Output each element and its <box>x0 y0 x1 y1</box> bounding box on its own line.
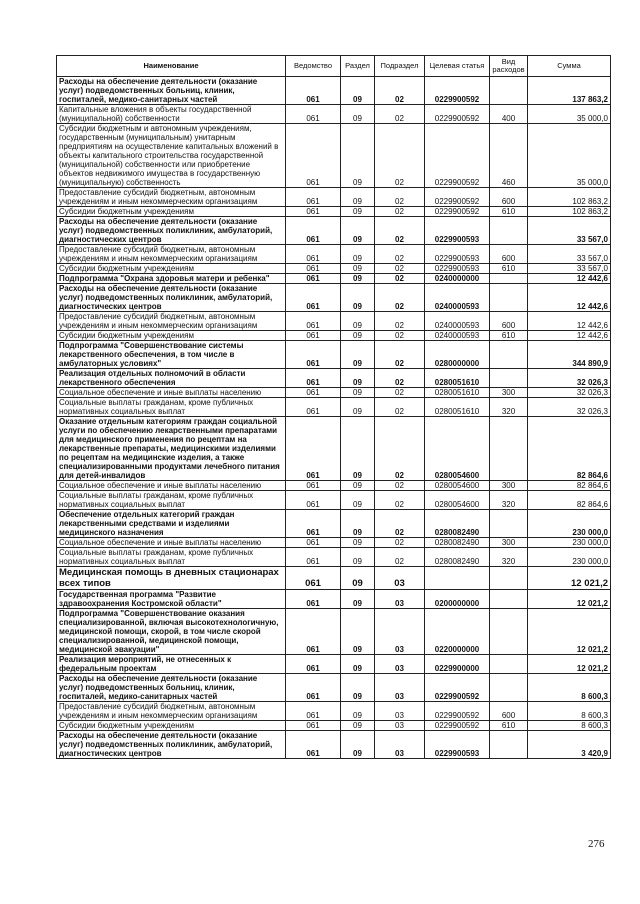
row-sum-cell: 33 567,0 <box>528 245 611 264</box>
row-sum-cell: 230 000,0 <box>528 538 611 548</box>
row-exptype-cell: 460 <box>490 124 528 188</box>
row-article-cell: 0240000593 <box>425 312 490 331</box>
row-dept-cell: 061 <box>286 217 341 245</box>
row-dept-cell: 061 <box>286 207 341 217</box>
row-name-cell: Предоставление субсидий бюджетным, автономным учреждениям и иным некоммерческим организациям <box>57 245 286 264</box>
row-name-cell: Капитальные вложения в объекты государственной (муниципальной) собственности <box>57 105 286 124</box>
row-article-cell: 0229900592 <box>425 77 490 105</box>
row-article-cell: 0229900593 <box>425 731 490 759</box>
row-name-cell: Предоставление субсидий бюджетным, автономным учреждениям и иным некоммерческим организациям <box>57 312 286 331</box>
row-section-cell: 09 <box>341 388 375 398</box>
row-dept-cell: 061 <box>286 274 341 284</box>
row-name-cell: Реализация мероприятий, не отнесенных к федеральным проектам <box>57 655 286 674</box>
row-exptype-cell: 600 <box>490 702 528 721</box>
row-subsection-cell: 02 <box>375 312 425 331</box>
row-subsection-cell: 02 <box>375 331 425 341</box>
row-section-cell: 09 <box>341 655 375 674</box>
row-name-cell: Субсидии бюджетным и автономным учреждениям, государственным (муниципальным) унитарным предприятиям на осуществление капитальных вложений в объекты капитального строительства государственной (муниципальной) собственности или приобретение объектов недвижимого имущества в государственную (муниципальную) собственность <box>57 124 286 188</box>
row-exptype-cell: 600 <box>490 312 528 331</box>
row-sum-cell: 12 442,6 <box>528 274 611 284</box>
row-dept-cell: 061 <box>286 510 341 538</box>
row-sum-cell: 35 000,0 <box>528 124 611 188</box>
table-row <box>57 548 611 567</box>
table-row <box>57 105 611 124</box>
row-dept-cell: 061 <box>286 245 341 264</box>
row-article-cell: 0229900592 <box>425 188 490 207</box>
row-name-cell: Социальное обеспечение и иные выплаты населению <box>57 388 286 398</box>
row-exptype-cell <box>490 567 528 590</box>
table-header <box>57 56 611 77</box>
row-exptype-cell <box>490 609 528 655</box>
row-dept-cell: 061 <box>286 609 341 655</box>
row-section-cell: 09 <box>341 609 375 655</box>
row-dept-cell: 061 <box>286 105 341 124</box>
row-sum-cell: 33 567,0 <box>528 217 611 245</box>
table-row <box>57 217 611 245</box>
row-section-cell: 09 <box>341 217 375 245</box>
row-section-cell: 09 <box>341 312 375 331</box>
row-name-cell: Государственная программа "Развитие здравоохранения Костромской области" <box>57 590 286 609</box>
row-subsection-cell: 02 <box>375 274 425 284</box>
table-body <box>57 77 611 759</box>
row-exptype-cell <box>490 284 528 312</box>
row-name-cell: Подпрограмма "Совершенствование оказания специализированной, включая высокотехнологичную, медицинской помощи, скорой, в том числе скорой специализированной, медицинской помощи, медицинской эвакуации" <box>57 609 286 655</box>
row-subsection-cell: 03 <box>375 609 425 655</box>
row-sum-cell: 12 021,2 <box>528 609 611 655</box>
row-name-cell: Социальные выплаты гражданам, кроме публичных нормативных социальных выплат <box>57 398 286 417</box>
row-dept-cell: 061 <box>286 388 341 398</box>
row-exptype-cell <box>490 731 528 759</box>
row-article-cell: 0280054600 <box>425 481 490 491</box>
row-name-cell: Социальное обеспечение и иные выплаты населению <box>57 481 286 491</box>
row-dept-cell: 061 <box>286 655 341 674</box>
row-sum-cell: 32 026,3 <box>528 369 611 388</box>
table-row <box>57 341 611 369</box>
row-subsection-cell: 02 <box>375 481 425 491</box>
row-subsection-cell: 02 <box>375 77 425 105</box>
header-article: Целевая статья <box>425 56 490 77</box>
budget-table <box>56 55 611 759</box>
row-name-cell: Субсидии бюджетным учреждениям <box>57 721 286 731</box>
row-section-cell: 09 <box>341 721 375 731</box>
row-section-cell: 09 <box>341 674 375 702</box>
row-sum-cell: 35 000,0 <box>528 105 611 124</box>
row-exptype-cell: 300 <box>490 538 528 548</box>
row-sum-cell: 33 567,0 <box>528 264 611 274</box>
row-name-cell: Социальное обеспечение и иные выплаты населению <box>57 538 286 548</box>
row-subsection-cell: 02 <box>375 207 425 217</box>
table-row <box>57 388 611 398</box>
table-row <box>57 369 611 388</box>
table-row <box>57 674 611 702</box>
row-sum-cell: 12 442,6 <box>528 284 611 312</box>
table-row <box>57 721 611 731</box>
row-subsection-cell: 03 <box>375 731 425 759</box>
row-section-cell: 09 <box>341 207 375 217</box>
row-subsection-cell: 03 <box>375 674 425 702</box>
row-article-cell: 0240000593 <box>425 284 490 312</box>
row-article-cell <box>425 567 490 590</box>
table-row <box>57 207 611 217</box>
row-dept-cell: 061 <box>286 331 341 341</box>
row-dept-cell: 061 <box>286 341 341 369</box>
table-row <box>57 284 611 312</box>
row-sum-cell: 102 863,2 <box>528 188 611 207</box>
row-name-cell: Расходы на обеспечение деятельности (оказание услуг) подведомственных поликлиник, амбулаторий, диагностических центров <box>57 217 286 245</box>
row-sum-cell: 82 864,6 <box>528 481 611 491</box>
row-dept-cell: 061 <box>286 491 341 510</box>
row-name-cell: Обеспечение отдельных категорий граждан лекарственными средствами и изделиями медицинского назначения <box>57 510 286 538</box>
row-subsection-cell: 02 <box>375 264 425 274</box>
table-row <box>57 188 611 207</box>
row-section-cell: 09 <box>341 398 375 417</box>
row-article-cell: 0220000000 <box>425 609 490 655</box>
row-exptype-cell: 610 <box>490 264 528 274</box>
table-row <box>57 510 611 538</box>
row-section-cell: 09 <box>341 548 375 567</box>
row-article-cell: 0280054600 <box>425 491 490 510</box>
table-row <box>57 481 611 491</box>
row-dept-cell: 061 <box>286 567 341 590</box>
header-section: Раздел <box>341 56 375 77</box>
row-section-cell: 09 <box>341 105 375 124</box>
row-section-cell: 09 <box>341 702 375 721</box>
row-article-cell: 0200000000 <box>425 590 490 609</box>
row-subsection-cell: 03 <box>375 567 425 590</box>
row-section-cell: 09 <box>341 264 375 274</box>
table-row <box>57 655 611 674</box>
row-article-cell: 0240000593 <box>425 331 490 341</box>
row-exptype-cell: 300 <box>490 481 528 491</box>
row-exptype-cell: 600 <box>490 245 528 264</box>
table-row <box>57 312 611 331</box>
row-subsection-cell: 02 <box>375 548 425 567</box>
row-subsection-cell: 02 <box>375 217 425 245</box>
row-section-cell: 09 <box>341 731 375 759</box>
row-exptype-cell: 320 <box>490 398 528 417</box>
page-number: 276 <box>588 838 605 850</box>
row-name-cell: Субсидии бюджетным учреждениям <box>57 207 286 217</box>
row-name-cell: Предоставление субсидий бюджетным, автономным учреждениям и иным некоммерческим организациям <box>57 702 286 721</box>
row-subsection-cell: 02 <box>375 491 425 510</box>
row-dept-cell: 061 <box>286 674 341 702</box>
row-article-cell: 0229900593 <box>425 245 490 264</box>
row-article-cell: 0280082490 <box>425 538 490 548</box>
table-row <box>57 264 611 274</box>
row-subsection-cell: 02 <box>375 284 425 312</box>
header-sum: Сумма <box>528 56 611 77</box>
row-article-cell: 0229900592 <box>425 674 490 702</box>
row-article-cell: 0280054600 <box>425 417 490 481</box>
row-dept-cell: 061 <box>286 369 341 388</box>
row-name-cell: Предоставление субсидий бюджетным, автономным учреждениям и иным некоммерческим организациям <box>57 188 286 207</box>
table-row <box>57 567 611 590</box>
row-article-cell: 0229900592 <box>425 702 490 721</box>
row-exptype-cell: 610 <box>490 721 528 731</box>
row-dept-cell: 061 <box>286 264 341 274</box>
row-article-cell: 0229900592 <box>425 105 490 124</box>
row-article-cell: 0280000000 <box>425 341 490 369</box>
row-sum-cell: 12 442,6 <box>528 312 611 331</box>
row-section-cell: 09 <box>341 369 375 388</box>
row-sum-cell: 137 863,2 <box>528 77 611 105</box>
row-exptype-cell <box>490 417 528 481</box>
row-section-cell: 09 <box>341 274 375 284</box>
row-sum-cell: 12 021,2 <box>528 590 611 609</box>
row-exptype-cell <box>490 590 528 609</box>
table-row <box>57 702 611 721</box>
row-sum-cell: 8 600,3 <box>528 702 611 721</box>
row-name-cell: Субсидии бюджетным учреждениям <box>57 331 286 341</box>
table-row <box>57 731 611 759</box>
row-section-cell: 09 <box>341 188 375 207</box>
row-article-cell: 0280051610 <box>425 388 490 398</box>
row-subsection-cell: 02 <box>375 245 425 264</box>
row-exptype-cell <box>490 341 528 369</box>
row-section-cell: 09 <box>341 510 375 538</box>
row-dept-cell: 061 <box>286 124 341 188</box>
row-subsection-cell: 02 <box>375 417 425 481</box>
table-row <box>57 491 611 510</box>
row-subsection-cell: 02 <box>375 510 425 538</box>
row-article-cell: 0229900593 <box>425 217 490 245</box>
row-name-cell: Реализация отдельных полномочий в области лекарственного обеспечения <box>57 369 286 388</box>
row-name-cell: Расходы на обеспечение деятельности (оказание услуг) подведомственных больниц, клиник, госпиталей, медико-санитарных частей <box>57 77 286 105</box>
row-article-cell: 0229900592 <box>425 721 490 731</box>
row-exptype-cell <box>490 674 528 702</box>
row-name-cell: Подпрограмма "Охрана здоровья матери и ребенка" <box>57 274 286 284</box>
row-dept-cell: 061 <box>286 188 341 207</box>
row-article-cell: 0280082490 <box>425 510 490 538</box>
row-section-cell: 09 <box>341 77 375 105</box>
row-article-cell: 0229900593 <box>425 264 490 274</box>
row-dept-cell: 061 <box>286 702 341 721</box>
row-sum-cell: 3 420,9 <box>528 731 611 759</box>
row-exptype-cell: 610 <box>490 331 528 341</box>
row-section-cell: 09 <box>341 491 375 510</box>
row-subsection-cell: 02 <box>375 124 425 188</box>
row-exptype-cell <box>490 77 528 105</box>
row-sum-cell: 8 600,3 <box>528 674 611 702</box>
row-section-cell: 09 <box>341 590 375 609</box>
row-sum-cell: 344 890,9 <box>528 341 611 369</box>
row-dept-cell: 061 <box>286 417 341 481</box>
row-exptype-cell: 300 <box>490 388 528 398</box>
row-name-cell: Социальные выплаты гражданам, кроме публичных нормативных социальных выплат <box>57 491 286 510</box>
header-exptype: Вид расходов <box>490 56 528 77</box>
row-sum-cell: 230 000,0 <box>528 510 611 538</box>
row-exptype-cell: 320 <box>490 491 528 510</box>
row-sum-cell: 82 864,6 <box>528 491 611 510</box>
row-dept-cell: 061 <box>286 77 341 105</box>
row-section-cell: 09 <box>341 124 375 188</box>
table-row <box>57 609 611 655</box>
row-subsection-cell: 02 <box>375 388 425 398</box>
row-subsection-cell: 02 <box>375 341 425 369</box>
row-exptype-cell <box>490 217 528 245</box>
row-dept-cell: 061 <box>286 590 341 609</box>
header-dept: Ведомство <box>286 56 341 77</box>
row-subsection-cell: 02 <box>375 188 425 207</box>
table-row <box>57 245 611 264</box>
table-row <box>57 590 611 609</box>
row-sum-cell: 12 021,2 <box>528 567 611 590</box>
row-exptype-cell <box>490 369 528 388</box>
header-name: Наименование <box>57 56 286 77</box>
row-dept-cell: 061 <box>286 731 341 759</box>
table-row <box>57 417 611 481</box>
row-name-cell: Медицинская помощь в дневных стационарах всех типов <box>57 567 286 590</box>
table-row <box>57 331 611 341</box>
row-article-cell: 0240000000 <box>425 274 490 284</box>
row-section-cell: 09 <box>341 245 375 264</box>
row-subsection-cell: 03 <box>375 721 425 731</box>
table-row <box>57 124 611 188</box>
row-name-cell: Оказание отдельным категориям граждан социальной услуги по обеспечению лекарственными препаратами для медицинского применения по рецептам на лекарственные препараты, медицинскими изделиями по рецептам на медицинские изделия, а также специализированными продуктами лечебного питания для детей-инвалидов <box>57 417 286 481</box>
row-section-cell: 09 <box>341 331 375 341</box>
row-dept-cell: 061 <box>286 398 341 417</box>
row-subsection-cell: 03 <box>375 590 425 609</box>
table-row <box>57 538 611 548</box>
header-subsection: Подраздел <box>375 56 425 77</box>
row-name-cell: Социальные выплаты гражданам, кроме публичных нормативных социальных выплат <box>57 548 286 567</box>
table-row <box>57 274 611 284</box>
row-section-cell: 09 <box>341 284 375 312</box>
row-exptype-cell <box>490 274 528 284</box>
row-subsection-cell: 02 <box>375 369 425 388</box>
row-sum-cell: 230 000,0 <box>528 548 611 567</box>
row-exptype-cell: 610 <box>490 207 528 217</box>
row-section-cell: 09 <box>341 341 375 369</box>
row-section-cell: 09 <box>341 567 375 590</box>
row-article-cell: 0229900592 <box>425 124 490 188</box>
row-article-cell: 0229900592 <box>425 207 490 217</box>
row-subsection-cell: 02 <box>375 398 425 417</box>
row-exptype-cell: 400 <box>490 105 528 124</box>
row-sum-cell: 32 026,3 <box>528 388 611 398</box>
row-exptype-cell: 600 <box>490 188 528 207</box>
row-dept-cell: 061 <box>286 548 341 567</box>
row-subsection-cell: 02 <box>375 538 425 548</box>
row-dept-cell: 061 <box>286 721 341 731</box>
row-article-cell: 0229900000 <box>425 655 490 674</box>
row-sum-cell: 12 442,6 <box>528 331 611 341</box>
row-sum-cell: 12 021,2 <box>528 655 611 674</box>
row-dept-cell: 061 <box>286 312 341 331</box>
row-dept-cell: 061 <box>286 284 341 312</box>
row-section-cell: 09 <box>341 481 375 491</box>
row-subsection-cell: 03 <box>375 655 425 674</box>
row-dept-cell: 061 <box>286 481 341 491</box>
row-subsection-cell: 03 <box>375 702 425 721</box>
row-name-cell: Субсидии бюджетным учреждениям <box>57 264 286 274</box>
row-name-cell: Расходы на обеспечение деятельности (оказание услуг) подведомственных поликлиник, амбулаторий, диагностических центров <box>57 284 286 312</box>
row-sum-cell: 82 864,6 <box>528 417 611 481</box>
row-sum-cell: 8 600,3 <box>528 721 611 731</box>
row-article-cell: 0280082490 <box>425 548 490 567</box>
table-row <box>57 77 611 105</box>
row-section-cell: 09 <box>341 538 375 548</box>
row-exptype-cell <box>490 655 528 674</box>
row-sum-cell: 32 026,3 <box>528 398 611 417</box>
row-article-cell: 0280051610 <box>425 369 490 388</box>
row-name-cell: Расходы на обеспечение деятельности (оказание услуг) подведомственных больниц, клиник, госпиталей, медико-санитарных частей <box>57 674 286 702</box>
row-dept-cell: 061 <box>286 538 341 548</box>
row-exptype-cell: 320 <box>490 548 528 567</box>
table-row <box>57 398 611 417</box>
row-section-cell: 09 <box>341 417 375 481</box>
row-name-cell: Расходы на обеспечение деятельности (оказание услуг) подведомственных поликлиник, амбулаторий, диагностических центров <box>57 731 286 759</box>
row-sum-cell: 102 863,2 <box>528 207 611 217</box>
row-name-cell: Подпрограмма "Совершенствование системы лекарственного обеспечения, в том числе в амбулаторных условиях" <box>57 341 286 369</box>
row-article-cell: 0280051610 <box>425 398 490 417</box>
row-subsection-cell: 02 <box>375 105 425 124</box>
row-exptype-cell <box>490 510 528 538</box>
